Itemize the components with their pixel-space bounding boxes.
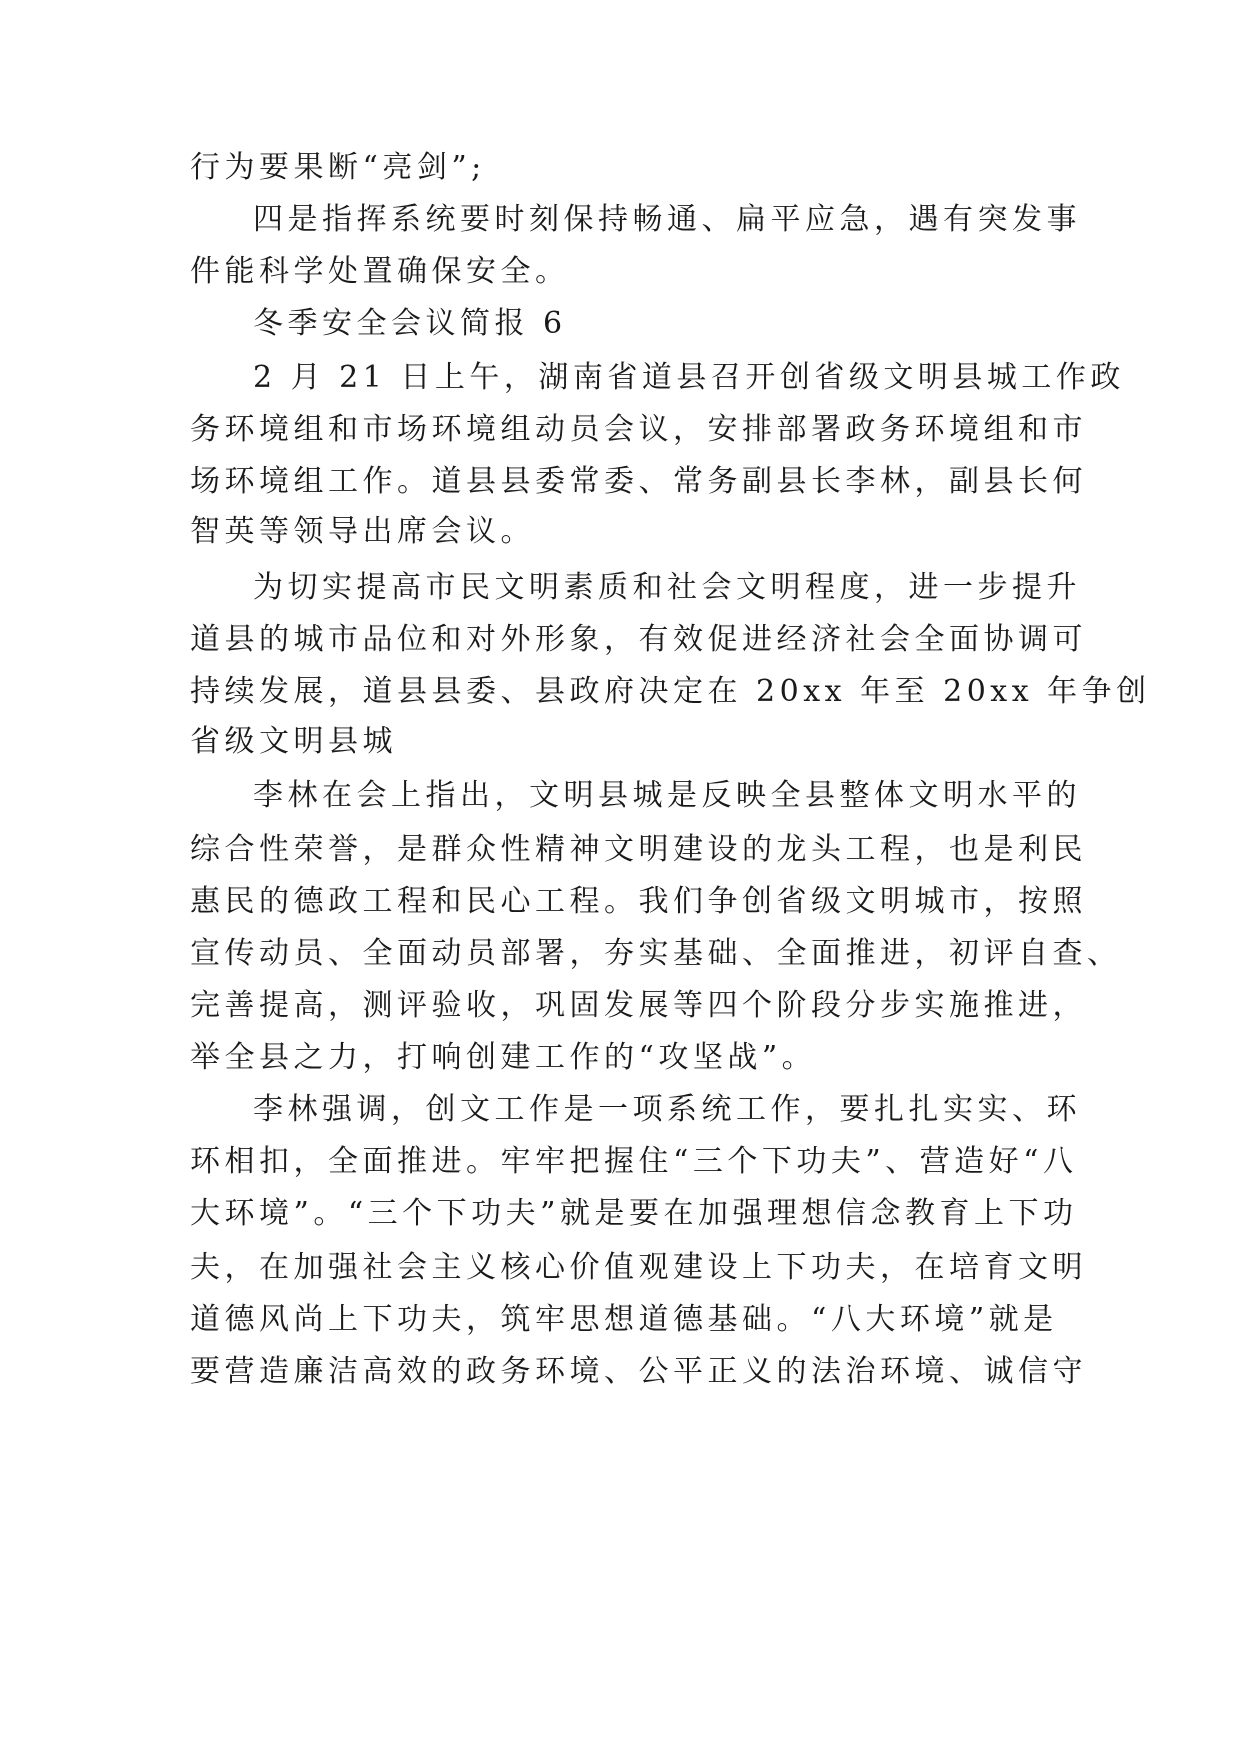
paragraph-start-line: 2 月 21 日上午，湖南省道县召开创省级文明县城工作政 bbox=[253, 360, 1125, 395]
text-line: 道县的城市品位和对外形象，有效促进经济社会全面协调可 bbox=[190, 622, 1087, 657]
section-heading: 冬季安全会议简报 6 bbox=[253, 306, 567, 341]
text-line: 行为要果断“亮剑”; bbox=[190, 150, 486, 185]
text-line: 道德风尚上下功夫，筑牢思想道德基础。“八大环境”就是 bbox=[190, 1302, 1058, 1337]
text-line: 要营造廉洁高效的政务环境、公平正义的法治环境、诚信守 bbox=[190, 1354, 1087, 1389]
text-line: 持续发展，道县县委、县政府决定在 20xx 年至 20xx 年争创 bbox=[190, 674, 1151, 709]
text-line: 省级文明县城 bbox=[190, 724, 397, 759]
paragraph-start-line: 四是指挥系统要时刻保持畅通、扁平应急，遇有突发事 bbox=[253, 202, 1081, 237]
text-line: 举全县之力，打响创建工作的“攻坚战”。 bbox=[190, 1040, 817, 1075]
text-line: 大环境”。“三个下功夫”就是要在加强理想信念教育上下功 bbox=[190, 1196, 1078, 1231]
text-line: 场环境组工作。道县县委常委、常务副县长李林，副县长何 bbox=[190, 464, 1087, 499]
text-line: 综合性荣誉，是群众性精神文明建设的龙头工程，也是利民 bbox=[190, 832, 1087, 867]
paragraph-start-line: 李林强调，创文工作是一项系统工作，要扎扎实实、环 bbox=[253, 1092, 1081, 1127]
text-line: 智英等领导出席会议。 bbox=[190, 514, 535, 549]
text-line: 件能科学处置确保安全。 bbox=[190, 254, 570, 289]
text-line: 完善提高，测评验收，巩固发展等四个阶段分步实施推进， bbox=[190, 988, 1087, 1023]
paragraph-start-line: 为切实提高市民文明素质和社会文明程度，进一步提升 bbox=[253, 570, 1081, 605]
text-line: 惠民的德政工程和民心工程。我们争创省级文明城市，按照 bbox=[190, 884, 1087, 919]
text-line: 环相扣，全面推进。牢牢把握住“三个下功夫”、营造好“八 bbox=[190, 1144, 1078, 1179]
text-line: 务环境组和市场环境组动员会议，安排部署政务环境组和市 bbox=[190, 412, 1087, 447]
text-line: 夫，在加强社会主义核心价值观建设上下功夫，在培育文明 bbox=[190, 1250, 1087, 1285]
paragraph-start-line: 李林在会上指出，文明县城是反映全县整体文明水平的 bbox=[253, 778, 1081, 813]
text-line: 宣传动员、全面动员部署，夯实基础、全面推进，初评自查、 bbox=[190, 936, 1122, 971]
